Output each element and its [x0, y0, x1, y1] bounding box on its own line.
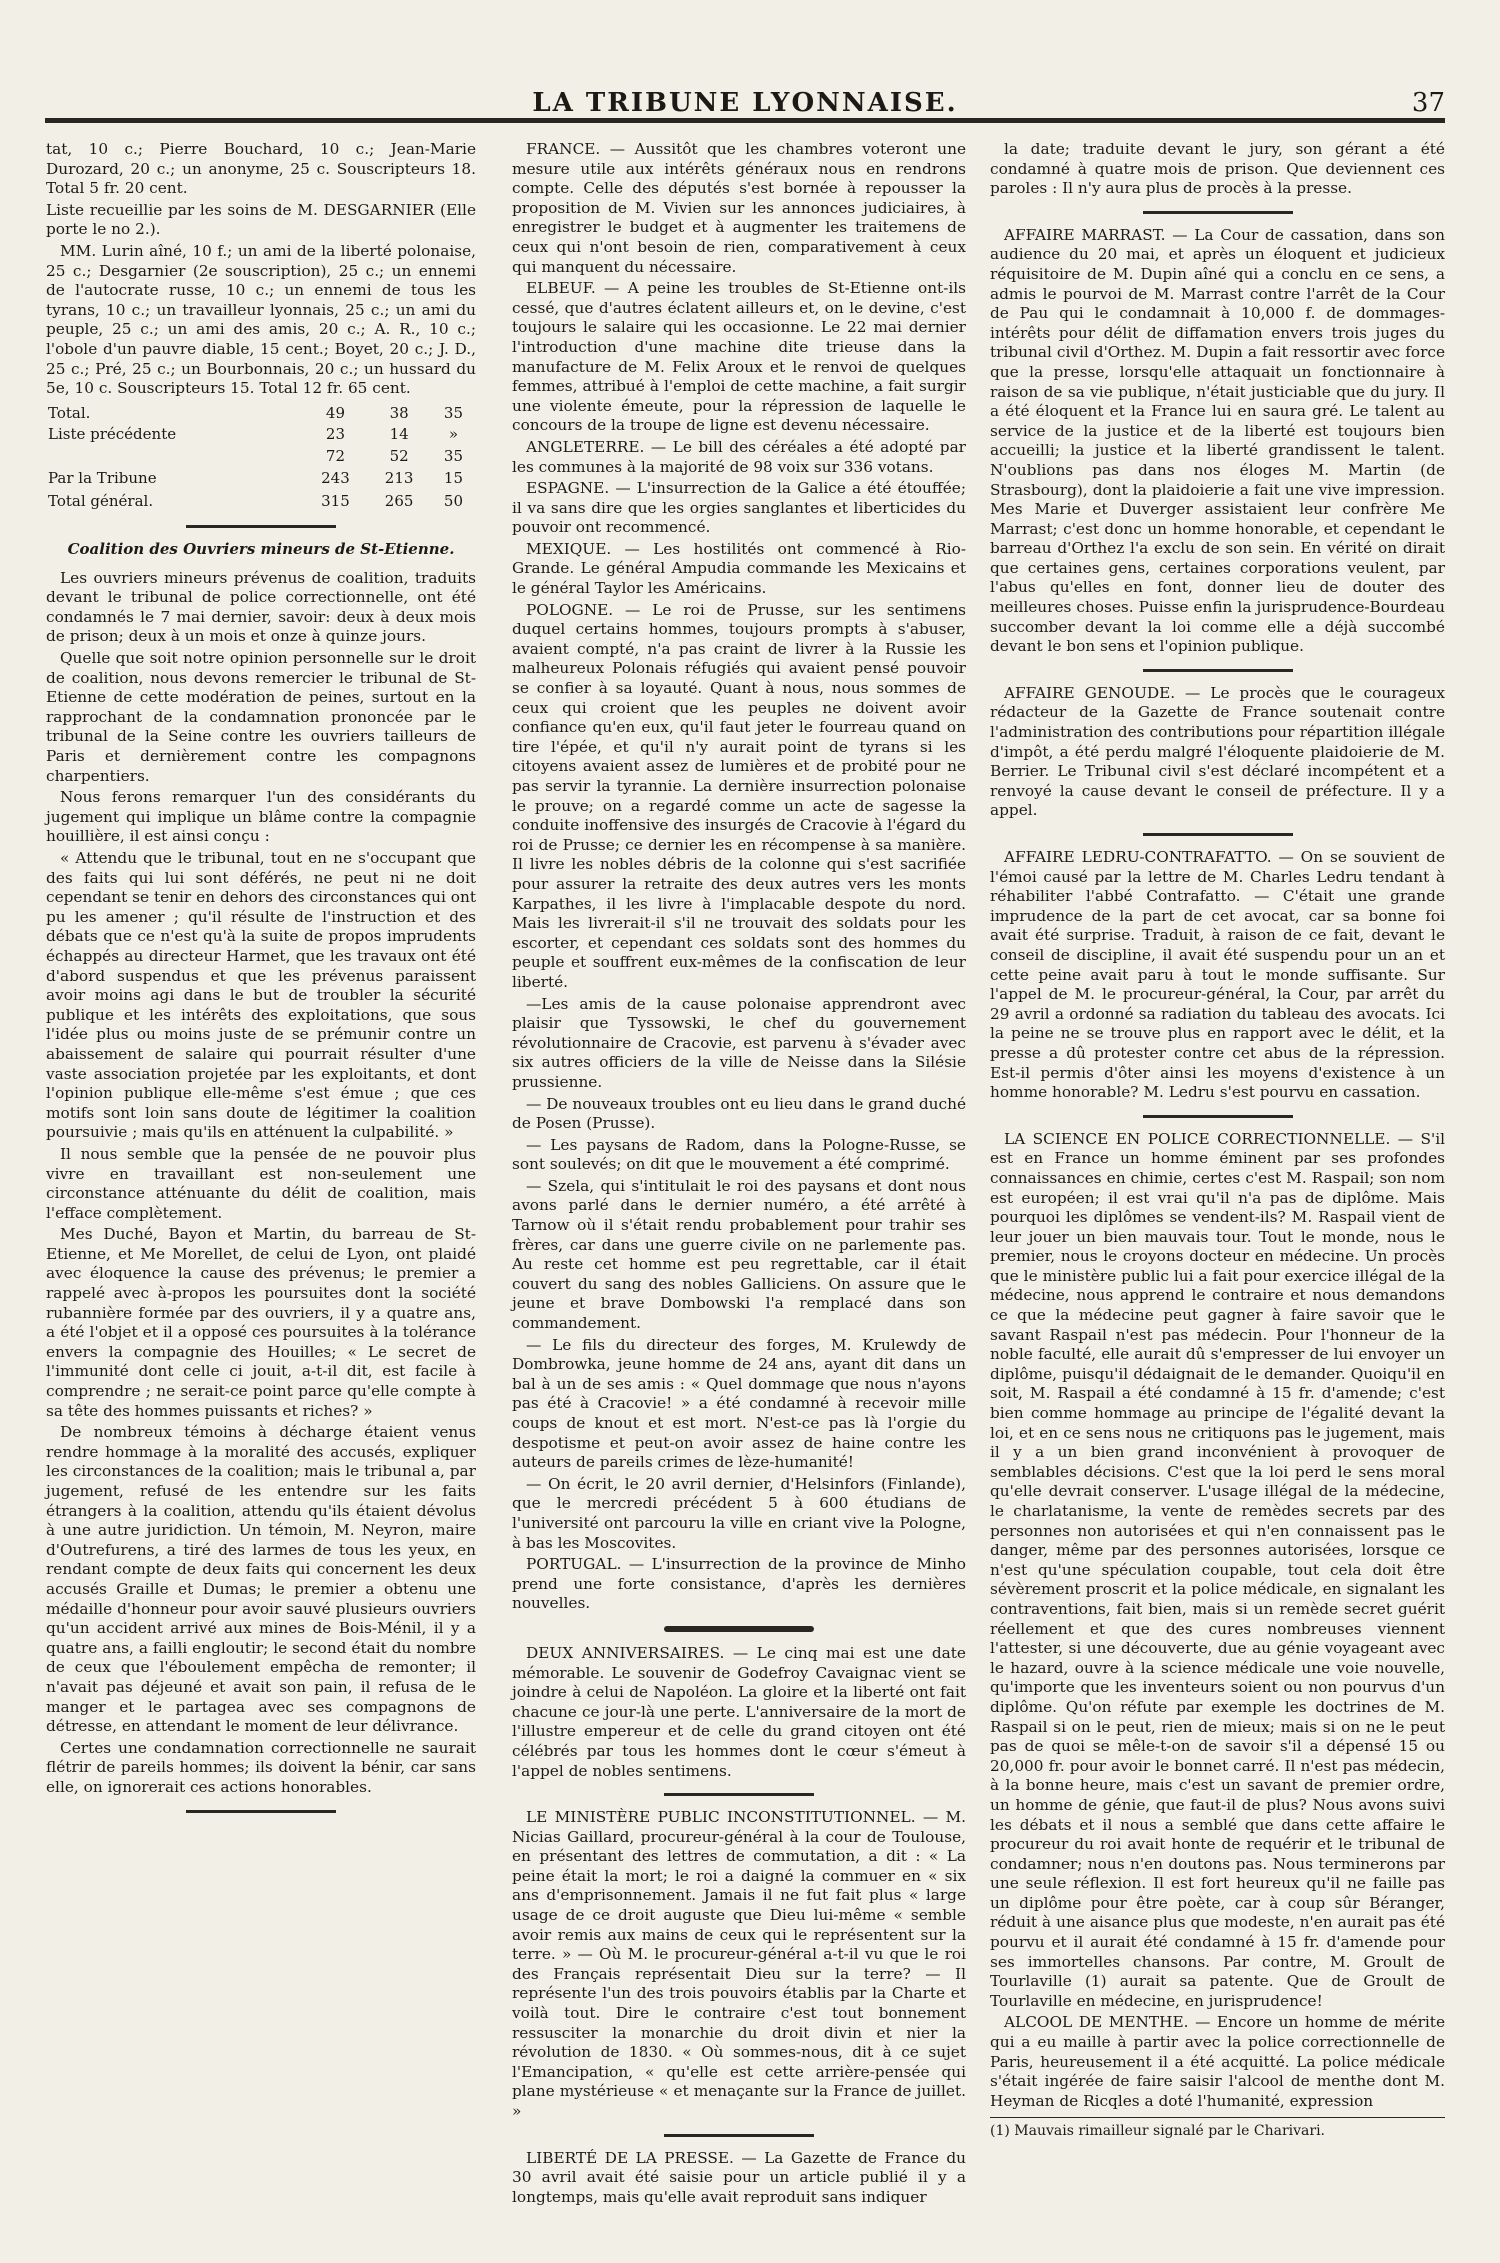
table-row [46, 468, 476, 490]
article-paragraph: — Les paysans de Radom, dans la Pologne-Russe, se sont soulevés; on dit que le mouvement a été comprimé. [512, 1135, 966, 1174]
article-paragraph: DEUX ANNIVERSAIRES. — Le cinq mai est une date mémorable. Le souvenir de Godefroy Cavaignac vient se joindre à celui de Napoléon. La gloire et la liberté ont fait chacune ce jour-là une perte. L'anniversaire de la mort de l'illustre empereur et de celle du grand citoyen ont été célébrés par tous les hommes dont le cœur s'émeut à l'appel de nobles sentimens. [512, 1643, 966, 1780]
table-cell: 49 [325, 403, 346, 422]
article-paragraph: ANGLETERRE. — Le bill des céréales a été adopté par les communes à la majorité de 98 voix sur 336 votans. [512, 437, 966, 476]
section-separator [1143, 833, 1293, 836]
subscription-list-intro: tat, 10 c.; Pierre Bouchard, 10 c.; Jean-Marie Durozard, 20 c.; un anonyme, 25 c. Souscripteurs 18. Total 5 fr. 20 cent. [46, 140, 476, 198]
article-paragraph: LE MINISTÈRE PUBLIC INCONSTITUTIONNEL. — M. Nicias Gaillard, procureur-général à la cour de Toulouse, en présentant des lettres de commutation, a dit : « La peine était la mort; le roi a daigné la commuer en « six ans d'emprisonnement. Jamais il ne fut fait plus « large usage de ce droit auguste que Dieu lui-même « semble avoir remis aux mains de ceux qui le représentent sur la terre. » — Où M. le procureur-général a-t-il vu que le roi des Français représentait Dieu sur la terre? — Il représente l'un des trois pouvoirs établis par la Charte et voilà tout. Dire le contraire c'est tout bonnement ressusciter la monarchie du droit divin et nier la révolution de 1830. « Où sommes-nous, dit à ce sujet l'Emancipation, « qu'elle est cette arrière-pensée qui plane mystérieuse « et menaçante sur la France de juillet. » [512, 1808, 966, 2120]
table-cell: 52 [389, 446, 409, 465]
table-cell: Total. [48, 403, 91, 422]
table-cell: Total général. [48, 492, 154, 511]
newspaper-title: LA TRIBUNE LYONNAISE. [532, 88, 958, 118]
article-paragraph: ALCOOL DE MENTHE. — Encore un homme de mérite qui a eu maille à partir avec la police correctionnelle de Paris, heureusement il a été acquitté. La police médicale s'était ingérée de faire saisir l'alcool de menthe dont M. Heyman de Ricqles a doté l'humanité, expression [990, 2013, 1445, 2110]
section-separator [664, 1626, 814, 1632]
subscription-list-heading: Liste recueillie par les soins de M. DESGARNIER (Elle porte le no 2.). [46, 200, 476, 239]
article-paragraph: Mes Duché, Bayon et Martin, du barreau de St-Etienne, et Me Morellet, de celui de Lyon, ont plaidé avec éloquence la cause des prévenus; le premier a rappelé avec à-propos les poursuites dont la société rubannière formée par des ouvriers, il y a quatre ans, a été l'objet et il a opposé ces poursuites à la tolérance envers la compagnie des Houilles; « Le secret de l'immunité dont celle ci jouit, a-t-il dit, est facile à comprendre ; ne serait-ce point parce qu'elle compte à sa tête des hommes puissants et riches? » [46, 1225, 476, 1420]
article-paragraph: POLOGNE. — Le roi de Prusse, sur les sentimens duquel certains hommes, toujours prompts à s'abuser, avaient compté, n'a pas craint de livrer à la Russie les malheureux Polonais réfugiés qui avaient pensé pouvoir se confier à sa loyauté. Quant à nous, nous sommes de ceux qui croient que les peuples ne doivent avoir confiance qu'en eux, qu'il faut jeter le fourreau quand on tire l'épée, et qu'il n'y aurait point de tyrans si les citoyens avaient assez de lumières et de probité pour ne pas servir la tyrannie. La dernière insurrection polonaise le prouve; on a regardé comme un acte de sagesse la conduite inoffensive des insurgés de Cracovie à l'égard du roi de Prusse; ce dernier les en récompense à sa manière. Il livre les nobles débris de la colonne qui s'est sacrifiée pour assurer la retraite des deux autres vers les monts Karpathes, il les livre à l'implacable despote du nord. Mais les livrerait-il s'il ne trouvait des soldats pour les escorter, et cependant ces soldats sont des hommes du peuple et souffrent eux-mêmes de la confiscation de leur liberté. [512, 600, 966, 991]
article-paragraph: — Le fils du directeur des forges, M. Krulewdy de Dombrowka, jeune homme de 24 ans, ayant dit dans un bal à un de ses amis : « Quel dommage que nous n'ayons pas été à Cracovie! » a été condamné à recevoir mille coups de knout et est mort. N'est-ce pas là l'orgie du despotisme et peut-on avoir assez de haine contre les auteurs de pareils crimes de lèze-humanité! [512, 1335, 966, 1472]
footnote: (1) Mauvais rimailleur signalé par le Charivari. [990, 2117, 1445, 2142]
article-paragraph: Quelle que soit notre opinion personnelle sur le droit de coalition, nous devons remercier le tribunal de St-Etienne de cette modération de peines, surtout en la rapprochant de la condamnation prononcée par le tribunal de la Seine contre les ouvriers tailleurs de Paris et dernièrement contre les compagnons charpentiers. [46, 649, 476, 785]
masthead-rule [45, 118, 1445, 123]
table-cell: 265 [384, 492, 414, 511]
article-paragraph: « Attendu que le tribunal, tout en ne s'occupant que des faits qui lui sont déférés, ne peut ni ne doit cependant se tenir en dehors des circonstances qui ont pu les amener ; qu'il résulte de l'instruction et des débats que ce n'est qu'à la suite de propos imprudents échappés au directeur Harmet, que les travaux ont été d'abord suspendus et que les prévenus paraissent avoir moins agi dans le but de troubler la sécurité publique et les intérêts des exploitations, que sous l'idée plus ou moins juste de se prémunir contre un abaissement de salaire qui pourrait résulter d'une vaste association projetée par les exploitants, et dont l'opinion publique elle-même s'est émue ; que ces motifs sont loin sans doute de légitimer la coalition poursuivie ; mais qu'ils en atténuent la culpabilité. » [46, 849, 476, 1142]
article-paragraph: PORTUGAL. — L'insurrection de la province de Minho prend une forte consistance, d'après les dernières nouvelles. [512, 1555, 966, 1613]
column-3 [990, 140, 1445, 2142]
article-paragraph: la date; traduite devant le jury, son gérant a été condamné à quatre mois de prison. Que deviennent ces paroles : Il n'y aura plus de procès à la presse. [990, 140, 1445, 198]
table-cell: 213 [384, 468, 414, 487]
article-paragraph: Il nous semble que la pensée de ne pouvoir plus vivre en travaillant est non-seulement une circonstance atténuante du délit de coalition, mais l'efface complètement. [46, 1144, 476, 1222]
table-cell: 243 [321, 468, 350, 487]
article-paragraph: —Les amis de la cause polonaise apprendront avec plaisir que Tyssowski, le chef du gouvernement révolutionnaire de Cracovie, est parvenu à s'évader avec six autres officiers de la ville de Neisse dans la Silésie prussienne. [512, 994, 966, 1091]
section-separator [1143, 1115, 1293, 1118]
section-separator [186, 1810, 336, 1813]
article-paragraph: ESPAGNE. — L'insurrection de la Galice a été étouffée; il va sans dire que les orgies sanglantes et liberticides du pouvoir ont recommencé. [512, 479, 966, 537]
table-cell [46, 446, 304, 468]
section-separator [1143, 669, 1293, 672]
table-cell: 35 [443, 446, 464, 465]
table-cell: 50 [443, 492, 464, 511]
article-paragraph: MEXIQUE. — Les hostilités ont commencé à Rio-Grande. Le général Ampudia commande les Mexicains et le général Taylor les Américains. [512, 539, 966, 598]
subscription-list-body: MM. Lurin aîné, 10 f.; un ami de la liberté polonaise, 25 c.; Desgarnier (2e souscription), 25 c.; un ennemi de l'autocrate russe, 10 c.; un ennemi de tous les tyrans, 10 c.; un travailleur lyonnais, 25 c.; un ami du peuple, 25 c.; un ami des amis, 20 c.; A. R., 10 c.; l'obole d'un pauvre diable, 15 cent.; Boyet, 20 c.; J. D., 25 c.; Pré, 25 c.; un Bourbonnais, 20 c.; un hussard du 5e, 10 c. Souscripteurs 15. Total 12 fr. 65 cent. [46, 241, 476, 398]
column-1 [46, 140, 476, 1825]
section-separator [664, 1793, 814, 1796]
section-separator [664, 2134, 814, 2137]
table-cell: 35 [443, 403, 464, 422]
table-cell: 15 [443, 468, 464, 487]
article-paragraph: AFFAIRE MARRAST. — La Cour de cassation, dans son audience du 20 mai, et après un éloquent et judicieux réquisitoire de M. Dupin aîné qui a conclu en ce sens, a admis le pourvoi de M. Marrast contre l'arrêt de la Cour de Pau qui le condamnait à 10,000 f. de dommages-intérêts pour délit de diffamation envers trois juges du tribunal civil d'Orthez. M. Dupin a fait ressortir avec force que la presse, lorsqu'elle attaquait un fonctionnaire à raison de sa vie publique, n'était justiciable que du jury. Il a été éloquent et la France lui en saura gré. Le talent au service de la justice et de la liberté est toujours bien accueilli; la justice et la liberté grandissent le talent. N'oublions pas dans nos éloges M. Martin (de Strasbourg), dont la plaidoierie a fait une vive impression. Mes Marie et Duverger assistaient leur confrère Me Marrast; c'est donc un homme honorable, et cependant le barreau d'Orthez l'a exclu de son sein. En vérité on dirait que certaines gens, certaines corporations veulent, par l'abus qu'elles en font, donner lieu de douter des meilleures choses. Puisse enfin la jurisprudence-Bourdeau succomber devant la loi comme elle a déjà succombé devant le bon sens et l'opinion publique. [990, 225, 1445, 656]
article-paragraph: Nous ferons remarquer l'un des considérants du jugement qui implique un blâme contre la compagnie houillière, il est ainsi conçu : [46, 788, 476, 846]
table-cell: Par la Tribune [48, 468, 157, 487]
article-paragraph: FRANCE. — Aussitôt que les chambres voteront une mesure utile aux intérêts généraux nous en rendrons compte. Celle des députés s'est bornée à repousser la proposition de M. Vivien sur les annonces judiciaires, à enregistrer le budget et à augmenter les traitemens de ceux qui n'ont besoin de rien, comparativement à ceux qui manquent du nécessaire. [512, 140, 966, 276]
article-paragraph: Les ouvriers mineurs prévenus de coalition, traduits devant le tribunal de police correctionnelle, ont été condamnés le 7 mai dernier, savoir: deux à deux mois de prison; deux à un mois et onze à quinze jours. [46, 568, 476, 646]
page-number: 37 [1411, 88, 1445, 118]
section-separator [1143, 211, 1293, 214]
article-paragraph: De nombreux témoins à décharge étaient venus rendre hommage à la moralité des accusés, expliquer les circonstances de la coalition; mais le tribunal a, par jugement, refusé de les entendre sur les faits étrangers à la coalition, attendu qu'ils étaient dévolus à une autre juridiction. Un témoin, M. Neyron, maire d'Outrefurens, a tiré des larmes de tous les yeux, en rendant compte de deux faits qui concernent les deux accusés Graille et Dumas; le premier a obtenu une médaille d'honneur pour avoir sauvé plusieurs ouvriers qu'un accident arrivé aux mines de Bois-Ménil, il y a quatre ans, a failli engloutir; le second était du nombre de ceux que l'éboulement empêcha de remonter; il n'avait pas déjeuné et avait son pain, il refusa de le manger et le partagea avec ses compagnons de détresse, en attendant le moment de leur délivrance. [46, 1423, 476, 1736]
table-row [46, 403, 476, 425]
table-row [46, 491, 476, 513]
article-paragraph: LIBERTÉ DE LA PRESSE. — La Gazette de France du 30 avril avait été saisie pour un article publié il y a longtemps, mais qu'elle avait reproduit sans indiquer [512, 2148, 966, 2206]
article-paragraph: AFFAIRE GENOUDE. — Le procès que le courageux rédacteur de la Gazette de France soutenait contre l'administration des contributions pour répartition illégale d'impôt, a été perdu malgré l'éloquente plaidoierie de M. Berrier. Le Tribunal civil s'est déclaré incompétent et a renvoyé la cause devant le conseil de préfecture. Il y a appel. [990, 683, 1445, 820]
table-cell: 23 [325, 425, 346, 444]
table-row [46, 424, 476, 446]
table-cell: » [448, 425, 459, 444]
article-paragraph: AFFAIRE LEDRU-CONTRAFATTO. — On se souvient de l'émoi causé par la lettre de M. Charles Ledru tendant à réhabiliter l'abbé Contrafatto. — C'était une grande imprudence de la part de cet avocat, car sa bonne foi avait été surprise. Traduit, à raison de ce fait, devant le conseil de discipline, il avait été suspendu pour un an et cette peine avait paru à tout le monde suffisante. Sur l'appel de M. le procureur-général, la Cour, par arrêt du 29 avril a ordonné sa radiation du tableau des avocats. Ici la peine ne se trouve plus en rapport avec le délit, et la presse a dû protester contre cet abus de la répression. Est-il permis d'ôter ainsi les moyens d'existence à un homme honorable? M. Ledru s'est pourvu en cassation. [990, 848, 1445, 1102]
masthead [45, 88, 1445, 128]
article-paragraph: Certes une condamnation correctionnelle ne saurait flétrir de pareils hommes; ils doivent la bénir, car sans elle, on ignorerait ces actions honorables. [46, 1738, 476, 1796]
totals-table [46, 403, 476, 513]
article-paragraph: — De nouveaux troubles ont eu lieu dans le grand duché de Posen (Prusse). [512, 1094, 966, 1133]
table-cell: 14 [389, 425, 409, 444]
article-paragraph: — Szela, qui s'intitulait le roi des paysans et dont nous avons parlé dans le dernier numéro, a été arrêté à Tarnow où il s'était rendu probablement pour trahir ses frères, car dans une guerre civile on ne parlemente pas. Au reste cet homme est peu regrettable, car il était couvert du sang des nobles Galliciens. On assure que le jeune et brave Dombowski l'a remplacé dans son commandement. [512, 1176, 966, 1333]
table-cell: Liste précédente [48, 425, 177, 444]
article-paragraph: — On écrit, le 20 avril dernier, d'Helsinfors (Finlande), que le mercredi précédent 5 à 600 étudians de l'université ont parcouru la ville en criant vive la Pologne, à bas les Moscovites. [512, 1474, 966, 1552]
table-cell: 315 [321, 492, 350, 511]
table-cell: 38 [389, 403, 409, 422]
article-paragraph: ELBEUF. — A peine les troubles de St-Etienne ont-ils cessé, que d'autres éclatent ailleurs et, on le devine, c'est toujours le salaire qui les occasionne. Le 22 mai dernier l'introduction d'une machine dite trieuse dans la manufacture de M. Felix Aroux et le renvoi de quelques femmes, attribué à l'emploi de cette machine, a fait surgir une violente émeute, pour la répression de laquelle le concours de la troupe de ligne est devenu nécessaire. [512, 279, 966, 435]
table-row [46, 446, 476, 468]
article-paragraph: LA SCIENCE EN POLICE CORRECTIONNELLE. — S'il est en France un homme éminent par ses profondes connaissances en chimie, certes c'est M. Raspail; son nom est européen; il est vrai qu'il n'a pas de diplôme. Mais pourquoi les diplômes se vendent-ils? M. Raspail vient de leur jouer un bien mauvais tour. Tout le monde, nous le premier, nous le croyons docteur en médecine. Un procès que le ministère public lui a fait pour exercice illégal de la médecine, nous apprend le contraire et nous demandons ce que la médecine peut gagner à faire savoir que le savant Raspail n'est pas médecin. Pour l'honneur de la noble faculté, elle aurait dû s'empresser de lui envoyer un diplôme, puisqu'il dédaignait de le demander. Quoiqu'il en soit, M. Raspail a été condamné à 15 fr. d'amende; c'est bien comme hommage au principe de l'égalité devant la loi, et en ce sens nous ne critiquons pas le jugement, mais il y a un bien grand inconvénient à provoquer de semblables décisions. C'est que la loi perd le sens moral qu'elle devrait conserver. L'usage illégal de la médecine, le charlatanisme, la vente de remèdes secrets par des personnes non autorisées et qui n'en connaissent pas le danger, même par des personnes autorisées, lorsque ce n'est qu'une spéculation coupable, tout cela doit être sévèrement proscrit et la police médicale, en signalant les contraventions, fait bien, mais si un remède secret guérit réellement et que des cures nombreuses viennent l'attester, si une découverte, due au génie voyageant avec le hazard, ouvre à la science médicale une voie nouvelle, qu'importe que les inventeurs soient ou non pourvus d'un diplôme. Qu'on réfute par exemple les doctrines de M. Raspail si on le peut, rien de mieux; mais si on ne le peut pas de quoi se mêle-t-on de savoir s'il a dépensé 15 ou 20,000 fr. pour avoir le bonnet carré. Il n'est pas médecin, à la bonne heure, mais c'est un savant de premier ordre, un homme de génie, que faut-il de plus? Nous avons suivi les débats et il nous a semblé que dans cette affaire le procureur du roi avait honte de requérir et le tribunal de condamner; nous n'en doutons pas. Nous terminerons par une seule réflexion. Il est fort heureux qu'il ne faille pas un diplôme pour être poète, car à coup sûr Béranger, réduit à une aisance plus que modeste, n'en aurait pas été pourvu et il aurait été condamné à 15 fr. d'amende pour ses immortelles chansons. Par contre, M. Groult de Tourlaville (1) aurait sa patente. Que de Groult de Tourlaville en médecine, en jurisprudence! [990, 1129, 1445, 2010]
table-cell: 72 [325, 446, 346, 465]
article-heading-coalition: Coalition des Ouvriers mineurs de St-Etienne. [67, 539, 455, 558]
column-2 [512, 140, 966, 2209]
section-separator [186, 525, 336, 528]
